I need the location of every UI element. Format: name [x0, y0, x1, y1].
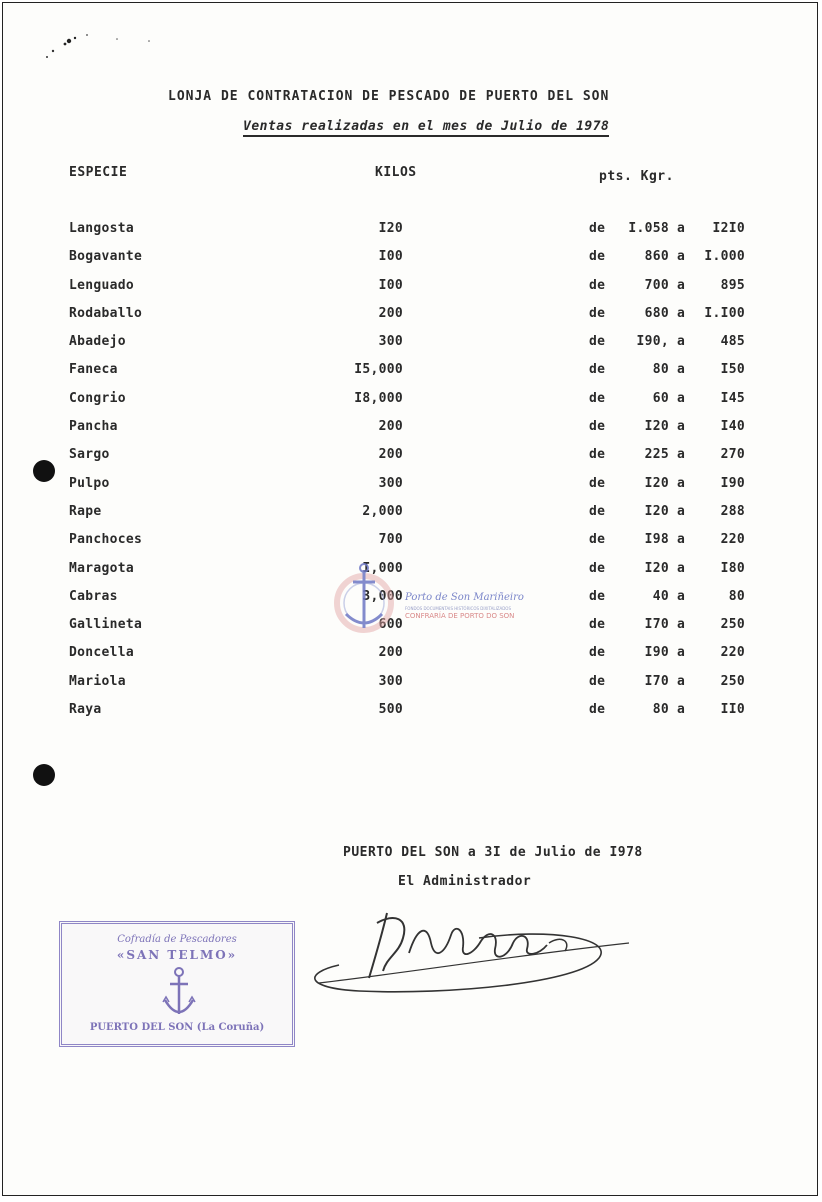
species-cell: Faneca	[69, 362, 118, 378]
table-row	[3, 362, 818, 390]
kilos-cell: 300	[378, 673, 403, 689]
species-cell: Bogavante	[69, 249, 143, 265]
table-row	[3, 702, 818, 730]
anchor-icon	[162, 966, 196, 1018]
kilos-cell: I00	[378, 249, 403, 265]
price-high-cell: I.I00	[704, 305, 745, 321]
price-high-cell: 80	[728, 588, 745, 604]
to-label: a	[677, 645, 686, 661]
kilos-cell: I00	[378, 277, 403, 293]
price-low-cell: I90,	[636, 334, 669, 350]
watermark-line-1: FONDOS DOCUMENTAIS HISTÓRICOS DIXITALIZADOS	[405, 606, 511, 611]
kilos-cell: I5,000	[354, 362, 403, 378]
species-cell: Raya	[69, 702, 102, 718]
price-low-cell: 700	[644, 277, 669, 293]
to-label: a	[677, 334, 686, 350]
from-label: de	[589, 588, 606, 604]
species-cell: Rodaballo	[69, 305, 143, 321]
price-high-cell: II0	[720, 702, 745, 718]
to-label: a	[677, 617, 686, 633]
from-label: de	[589, 532, 606, 548]
handwritten-signature	[299, 883, 639, 1003]
price-low-cell: 80	[652, 702, 669, 718]
price-high-cell: I50	[720, 362, 745, 378]
price-high-cell: 220	[720, 645, 745, 661]
price-high-cell: I45	[720, 390, 745, 406]
watermark-line-2: CONFRARÍA DE PORTO DO SON	[405, 612, 515, 620]
price-high-cell: 288	[720, 503, 745, 519]
stamp-line-3: PUERTO DEL SON (La Coruña)	[89, 1022, 265, 1033]
from-label: de	[589, 221, 606, 236]
price-high-cell: I80	[720, 560, 745, 576]
table-row	[3, 334, 818, 362]
price-high-cell: 250	[720, 617, 745, 633]
stamp-line-2: «SAN TELMO»	[116, 948, 238, 962]
price-low-cell: I20	[644, 419, 669, 435]
table-row	[3, 419, 818, 447]
from-label: de	[589, 617, 606, 633]
price-low-cell: 80	[652, 362, 669, 378]
price-high-cell: I2I0	[712, 221, 745, 236]
to-label: a	[677, 447, 686, 463]
kilos-cell: 500	[378, 702, 403, 718]
kilos-cell: 700	[378, 532, 403, 548]
signatory-title: El Administrador	[398, 874, 532, 889]
price-high-cell: 485	[720, 334, 745, 350]
kilos-cell: 200	[378, 447, 403, 463]
price-low-cell: I20	[644, 475, 669, 491]
to-label: a	[677, 221, 686, 236]
species-cell: Pulpo	[69, 475, 110, 491]
from-label: de	[589, 305, 606, 321]
price-high-cell: 220	[720, 532, 745, 548]
document-subtitle: Ventas realizadas en el mes de Julio de 1978	[243, 119, 609, 137]
header-kilos: KILOS	[375, 165, 417, 180]
price-low-cell: I98	[644, 532, 669, 548]
to-label: a	[677, 419, 686, 435]
species-cell: Congrio	[69, 390, 126, 406]
to-label: a	[677, 305, 686, 321]
species-cell: Doncella	[69, 645, 135, 661]
from-label: de	[589, 390, 606, 406]
price-low-cell: I70	[644, 673, 669, 689]
to-label: a	[677, 503, 686, 519]
to-label: a	[677, 560, 686, 576]
to-label: a	[677, 702, 686, 718]
species-cell: Sargo	[69, 447, 110, 463]
ink-specks	[39, 31, 159, 61]
cofradia-stamp	[59, 921, 295, 1047]
from-label: de	[589, 503, 606, 519]
price-low-cell: 40	[652, 588, 669, 604]
species-cell: Mariola	[69, 673, 126, 689]
table-row	[3, 391, 818, 419]
species-cell: Maragota	[69, 560, 135, 576]
kilos-cell: 200	[378, 645, 403, 661]
price-high-cell: I.000	[704, 249, 745, 265]
table-row	[3, 447, 818, 475]
table-row	[3, 221, 818, 249]
price-low-cell: 60	[652, 390, 669, 406]
from-label: de	[589, 419, 606, 435]
price-low-cell: 860	[644, 249, 669, 265]
watermark-brand: Porto de Son Mariñeiro	[405, 592, 524, 603]
to-label: a	[677, 390, 686, 406]
price-low-cell: I.058	[628, 221, 669, 236]
to-label: a	[677, 362, 686, 378]
from-label: de	[589, 362, 606, 378]
sales-table	[3, 221, 818, 730]
to-label: a	[677, 532, 686, 548]
kilos-cell: 2,000	[362, 503, 403, 519]
price-high-cell: 250	[720, 673, 745, 689]
price-low-cell: 680	[644, 305, 669, 321]
to-label: a	[677, 588, 686, 604]
kilos-cell: 200	[378, 305, 403, 321]
table-row	[3, 504, 818, 532]
to-label: a	[677, 277, 686, 293]
to-label: a	[677, 673, 686, 689]
to-label: a	[677, 475, 686, 491]
species-cell: Gallineta	[69, 617, 143, 633]
to-label: a	[677, 249, 686, 265]
table-row	[3, 532, 818, 560]
kilos-cell: 200	[378, 419, 403, 435]
table-row	[3, 674, 818, 702]
header-price: pts. Kgr.	[599, 169, 674, 184]
from-label: de	[589, 673, 606, 689]
species-cell: Panchoces	[69, 532, 143, 548]
from-label: de	[589, 447, 606, 463]
species-cell: Langosta	[69, 221, 135, 236]
archive-watermark-logo	[319, 558, 509, 648]
price-high-cell: I90	[720, 475, 745, 491]
species-cell: Rape	[69, 503, 102, 519]
kilos-cell: 600	[378, 617, 403, 633]
document-page	[2, 2, 818, 1196]
species-cell: Abadejo	[69, 334, 126, 350]
from-label: de	[589, 560, 606, 576]
punch-hole-bottom	[33, 764, 55, 786]
price-high-cell: 895	[720, 277, 745, 293]
species-cell: Cabras	[69, 588, 118, 604]
header-species: ESPECIE	[69, 165, 128, 180]
species-cell: Pancha	[69, 419, 118, 435]
price-low-cell: I90	[644, 645, 669, 661]
from-label: de	[589, 702, 606, 718]
kilos-cell: I8,000	[354, 390, 403, 406]
kilos-cell: 300	[378, 475, 403, 491]
table-row	[3, 278, 818, 306]
price-high-cell: I40	[720, 419, 745, 435]
table-row	[3, 306, 818, 334]
price-low-cell: I20	[644, 560, 669, 576]
price-high-cell: 270	[720, 447, 745, 463]
species-cell: Lenguado	[69, 277, 135, 293]
price-low-cell: 225	[644, 447, 669, 463]
table-row	[3, 249, 818, 277]
table-row	[3, 476, 818, 504]
table-row	[3, 645, 818, 673]
kilos-cell: I20	[378, 221, 403, 236]
from-label: de	[589, 475, 606, 491]
kilos-cell: 3,000	[362, 588, 403, 604]
price-low-cell: I20	[644, 503, 669, 519]
from-label: de	[589, 645, 606, 661]
from-label: de	[589, 249, 606, 265]
price-low-cell: I70	[644, 617, 669, 633]
kilos-cell: 300	[378, 334, 403, 350]
place-and-date: PUERTO DEL SON a 3I de Julio de I978	[343, 845, 643, 860]
stamp-line-1: Cofradía de Pescadores	[117, 934, 237, 945]
from-label: de	[589, 334, 606, 350]
document-title: LONJA DE CONTRATACION DE PESCADO DE PUERTO DEL SON	[168, 89, 610, 104]
from-label: de	[589, 277, 606, 293]
kilos-cell: I,000	[362, 560, 403, 576]
